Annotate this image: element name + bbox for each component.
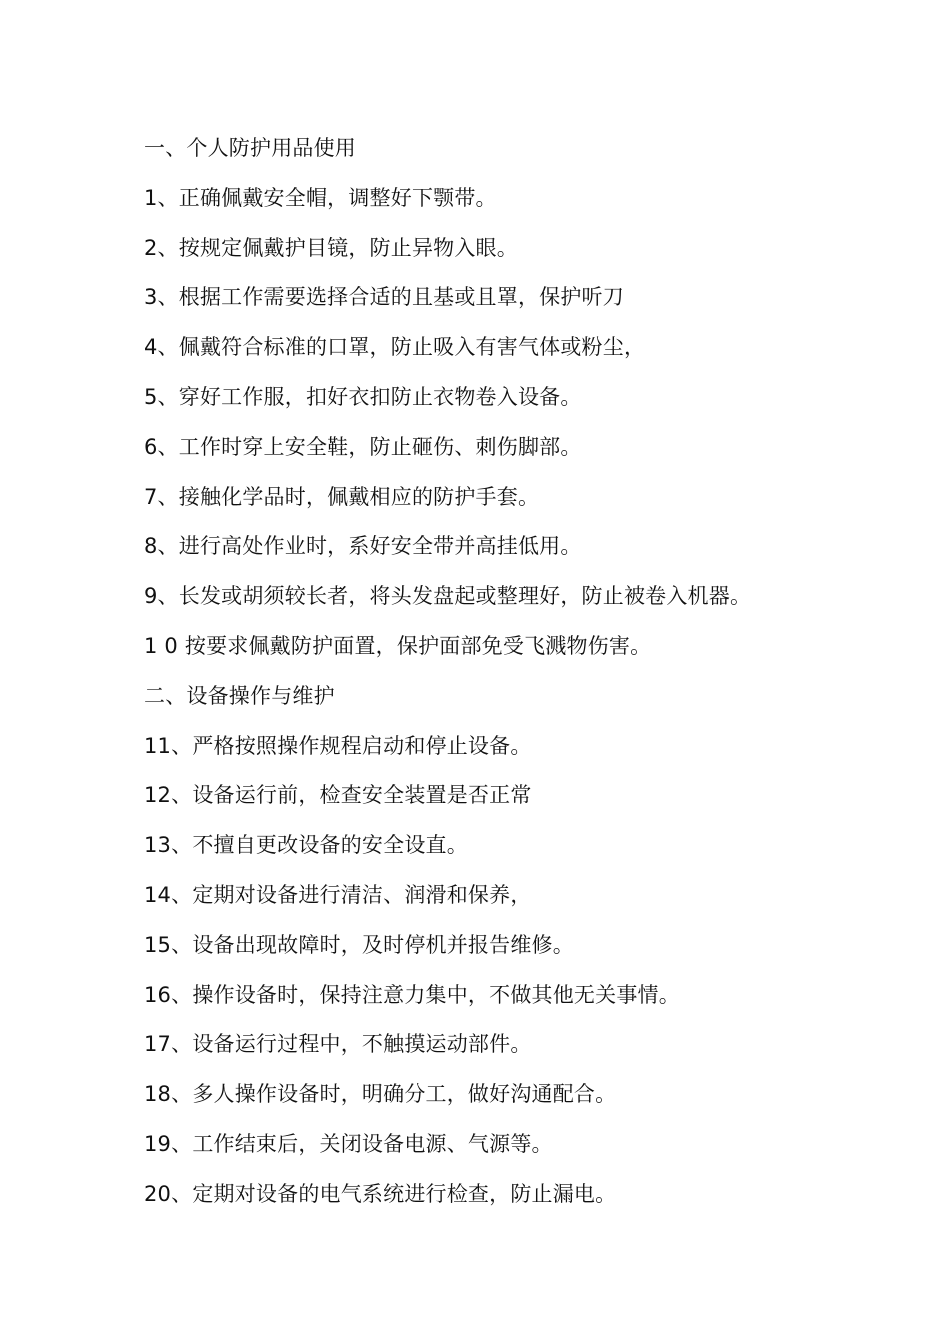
rule-item-15: 15、设备出现故障时，及时停机并报告维修。 <box>144 932 574 957</box>
rule-item-18: 18、多人操作设备时，明确分工，做好沟通配合。 <box>144 1082 617 1107</box>
rule-item-12: 12、设备运行前，检查安全装置是否正常 <box>144 783 532 808</box>
rule-item-10: 1 0 按要求佩戴防护面置，保护面部免受飞溅物伤害。 <box>144 633 652 658</box>
rule-item-7: 7、接触化学品时，佩戴相应的防护手套。 <box>144 484 540 509</box>
document-body <box>144 124 924 1220</box>
rule-item-11: 11、严格按照操作规程启动和停止设备。 <box>144 733 532 758</box>
rule-item-6: 6、工作时穿上安全鞋，防止砸伤、刺伤脚部。 <box>144 434 582 459</box>
rule-item-13: 13、不擅自更改设备的安全设直。 <box>144 833 468 858</box>
rule-item-8: 8、进行高处作业时，系好安全带并高挂低用。 <box>144 534 582 559</box>
rule-item-19: 19、工作结束后，关闭设备电源、气源等。 <box>144 1131 553 1156</box>
rule-item-1: 1、正确佩戴安全帽，调整好下颚带。 <box>144 185 497 210</box>
rule-item-3: 3、根据工作需要选择合适的且基或且罩，保护听刀 <box>144 285 624 310</box>
section-heading-ppe: 一、个人防护用品使用 <box>144 136 356 160</box>
section-heading-equipment: 二、设备操作与维护 <box>144 683 335 708</box>
rule-item-20: 20、定期对设备的电气系统进行检查，防止漏电。 <box>144 1181 617 1206</box>
rule-item-16: 16、操作设备时，保持注意力集中，不做其他无关事情。 <box>144 982 680 1007</box>
rule-item-9: 9、长发或胡须较长者，将头发盘起或整理好，防止被卷入机器。 <box>144 584 752 609</box>
rule-item-2: 2、按规定佩戴护目镜，防止异物入眼。 <box>144 235 518 260</box>
rule-item-17: 17、设备运行过程中，不触摸运动部件。 <box>144 1032 532 1057</box>
rule-item-14: 14、定期对设备进行清洁、润滑和保养， <box>144 882 532 907</box>
rule-item-5: 5、穿好工作服，扣好衣扣防止衣物卷入设备。 <box>144 384 582 409</box>
rule-item-4: 4、佩戴符合标准的口罩，防止吸入有害气体或粉尘， <box>144 335 646 360</box>
